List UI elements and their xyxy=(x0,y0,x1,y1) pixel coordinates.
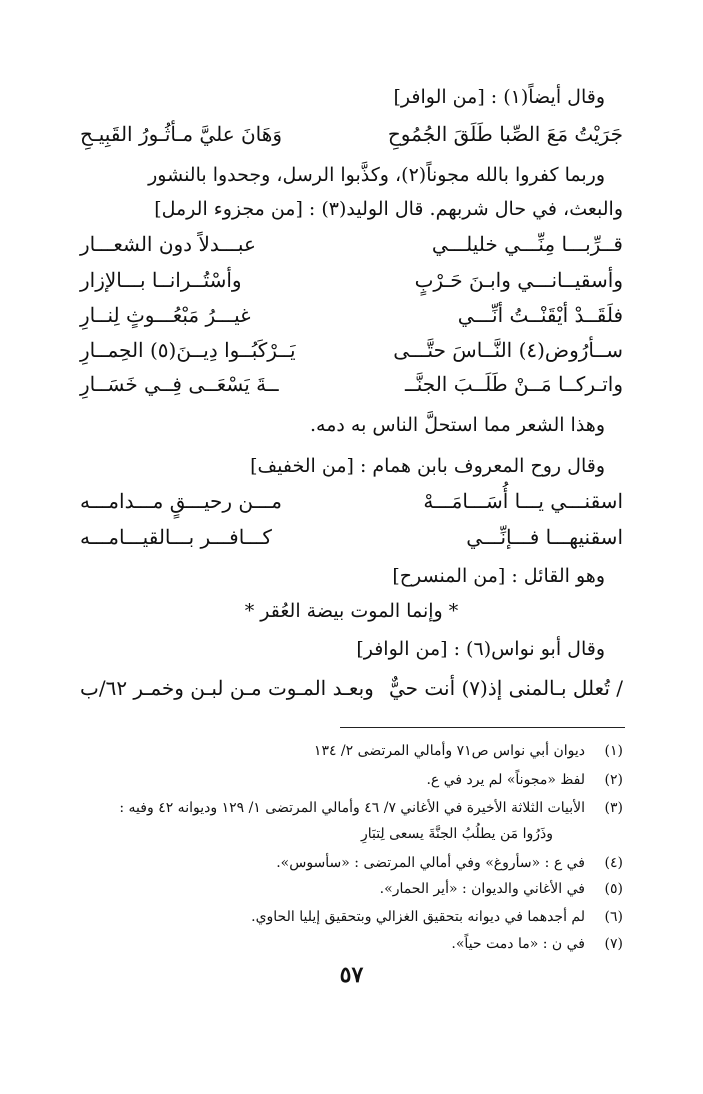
verse-7-first: اسقنـــي يـــا أُسَـــامَـــهْ xyxy=(423,489,623,513)
verse-9-second: وبعـد المـوت مـن لبـن وخمـر ٦٢/ب xyxy=(80,676,374,700)
footnote-number: (٣) xyxy=(604,800,623,816)
footnote-text: لم أجدهما في ديوانه بتحقيق الغزالي وبتحقيق إيليا الحاوي. xyxy=(251,909,585,925)
verse-9-first: / تُعلل بـالمنى إذ(٧) أنت حيٌّ xyxy=(388,676,623,700)
prose-rawh-intro: وقال روح المعروف بابن همام : [من الخفيف] xyxy=(250,455,605,477)
verse-8-second: كـــافـــر بـــالقيـــامـــه xyxy=(80,525,272,549)
prose-walid-intro: والبعث، في حال شربهم. قال الوليد(٣) : [من مجزوء الرمل] xyxy=(154,198,623,220)
footnote-text: في ع : «سأروغ» وفي أمالي المرتضى : «سأسوس». xyxy=(276,855,585,871)
prose-abu-nuwas-2: وقال أبو نواس(٦) : [من الوافر] xyxy=(356,638,605,660)
verse-5-second: يَــرْكَبُــوا دِيــنَ(٥) الحِمــارِ xyxy=(80,338,296,362)
footnote-number: (٥) xyxy=(604,881,623,897)
verse-8-first: اسقنيهـــا فـــإنِّـــي xyxy=(466,525,623,549)
footnote-number: (٦) xyxy=(604,909,623,925)
verse-1-first: جَرَيْتُ مَعَ الصِّبا طَلَقَ الجُمُوحِ xyxy=(387,122,623,146)
verse-5-first: ســأرُوض(٤) النَّــاسَ حتَّـــى xyxy=(393,338,623,362)
intro-abu-nuwas-1: وقال أيضاً(١) : [من الوافر] xyxy=(393,86,605,108)
footnote-number: (٤) xyxy=(604,855,623,871)
prose-blood: وهذا الشعر مما استحلَّ الناس به دمه. xyxy=(309,414,605,436)
footnote-text: الأبيات الثلاثة الأخيرة في الأغاني ٧/ ٤٦ وأمالي المرتضى ١/ ١٢٩ وديوانه ٤٢ وفيه : xyxy=(119,800,585,816)
verse-7-second: مـــن رحيـــقٍ مـــدامـــه xyxy=(80,489,282,513)
verse-6-second: ــةَ يَسْعَــى فِــي خَسَــارِ xyxy=(80,372,279,396)
footnote-text: في الأغاني والديوان : «أير الحمار». xyxy=(379,881,585,897)
verse-4-first: فلَقَــدْ أيْقَنْــتُ أنِّـــي xyxy=(457,303,623,327)
footnote-text: لفظ «مجوناً» لم يرد في ع. xyxy=(426,772,585,788)
footnote-verse-quote: وذَرُوا مَن يطلُبُ الجنَّةَ يسعى لِتبَارِ xyxy=(360,826,553,842)
verse-2-second: عبـــدلاً دون الشعـــار xyxy=(80,232,256,256)
footnote-text: ديوان أبي نواس ص٧١ وأمالي المرتضى ٢/ ١٣٤ xyxy=(313,743,585,759)
footnote-number: (٢) xyxy=(604,772,623,788)
footnote-separator xyxy=(340,727,625,728)
verse-1-second: وَهَانَ عليَّ مـأثُـورُ القَبِيـحِ xyxy=(80,122,282,146)
verse-6-first: واتـركــا مَــنْ طَلَــبَ الجنَّــ xyxy=(405,372,623,396)
footnote-number: (٧) xyxy=(604,936,623,952)
footnote-number: (١) xyxy=(604,743,623,759)
verse-2-first: قــرِّبـــا مِنِّـــي خليلـــي xyxy=(431,232,623,256)
verse-4-second: غيـــرُ مَبْعُـــوثٍ لِنــارِ xyxy=(80,303,251,327)
prose-kafaru: وربما كفروا بالله مجوناً(٢)، وكذَّبوا الرسل، وجحدوا بالنشور xyxy=(148,164,605,186)
prose-qa-il: وهو القائل : [من المنسرح] xyxy=(392,565,605,587)
verse-3-second: وأسْتُــرانــا بـــالإزار xyxy=(80,268,242,292)
footnote-text: في ن : «ما دمت حياً». xyxy=(451,936,585,952)
page-number: ٥٧ xyxy=(339,962,364,988)
prose-hemistich: * وإنما الموت بيضة العُقر * xyxy=(244,600,459,622)
verse-3-first: وأسقيــانـــي وابـنَ حَـرْبٍ xyxy=(414,268,623,292)
